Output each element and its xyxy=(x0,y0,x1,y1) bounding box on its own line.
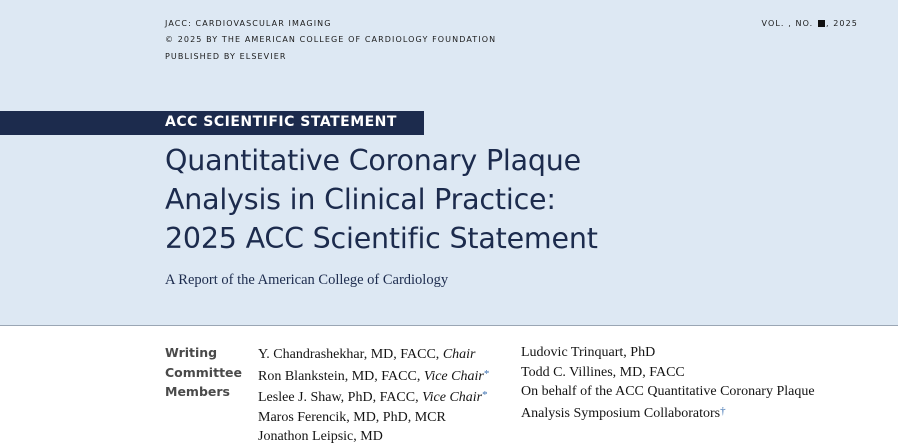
author-name: Todd C. Villines, MD, FACC xyxy=(521,364,685,380)
author-name: Maros Ferencik, MD, PhD, MCR xyxy=(258,409,446,425)
title-line-3: 2025 ACC Scientific Statement xyxy=(165,222,598,255)
author-line xyxy=(258,386,489,408)
author-name: Ron Blankstein, MD, FACC, xyxy=(258,368,424,384)
author-line xyxy=(258,343,489,365)
article-title xyxy=(165,141,805,258)
footnote-mark: * xyxy=(483,367,490,380)
author-name: Y. Chandrashekhar, MD, FACC, xyxy=(258,347,443,362)
copyright-line: © 2025 BY THE AMERICAN COLLEGE OF CARDIOLOGY FOUNDATION xyxy=(165,35,497,44)
author-line xyxy=(258,427,489,447)
author-name: Jonathon Leipsic, MD xyxy=(258,429,383,444)
title-line-1: Quantitative Coronary Plaque xyxy=(165,144,581,177)
footnote-mark: † xyxy=(720,404,726,417)
article-category: ACC SCIENTIFIC STATEMENT xyxy=(165,114,397,130)
volume-prefix: VOL. , NO. xyxy=(761,19,817,28)
collaborators-text: On behalf of the ACC Quantitative Coronary Plaque xyxy=(521,384,815,399)
publisher-line: PUBLISHED BY ELSEVIER xyxy=(165,52,287,61)
issue-placeholder-square xyxy=(818,20,825,27)
author-column-2 xyxy=(521,343,815,423)
author-name: Leslee J. Shaw, PhD, FACC, xyxy=(258,390,423,405)
author-name: Ludovic Trinquart, PhD xyxy=(521,345,656,360)
journal-name: JACC: CARDIOVASCULAR IMAGING xyxy=(165,19,332,28)
volume-year: , 2025 xyxy=(825,19,858,28)
title-line-2: Analysis in Clinical Practice: xyxy=(165,183,556,216)
label-line-2: Committee xyxy=(165,364,243,380)
author-line xyxy=(521,343,815,363)
collaborators-line xyxy=(521,402,815,424)
author-role: Chair xyxy=(442,347,476,362)
footnote-mark: * xyxy=(482,389,488,401)
author-line xyxy=(258,408,489,428)
writing-committee-label xyxy=(165,343,242,402)
author-column-1 xyxy=(258,343,489,447)
author-role: Vice Chair xyxy=(423,368,484,384)
article-subtitle: A Report of the American College of Cardiology xyxy=(165,272,449,288)
author-line xyxy=(258,365,489,387)
label-line-1: Writing xyxy=(165,345,218,360)
volume-info xyxy=(762,19,858,28)
collaborators-text: Analysis Symposium Collaborators xyxy=(521,405,721,421)
author-role: Vice Chair xyxy=(422,390,483,405)
label-line-3: Members xyxy=(165,384,230,399)
header-divider xyxy=(0,325,898,326)
author-line xyxy=(521,363,815,383)
collaborators-line xyxy=(521,382,815,402)
